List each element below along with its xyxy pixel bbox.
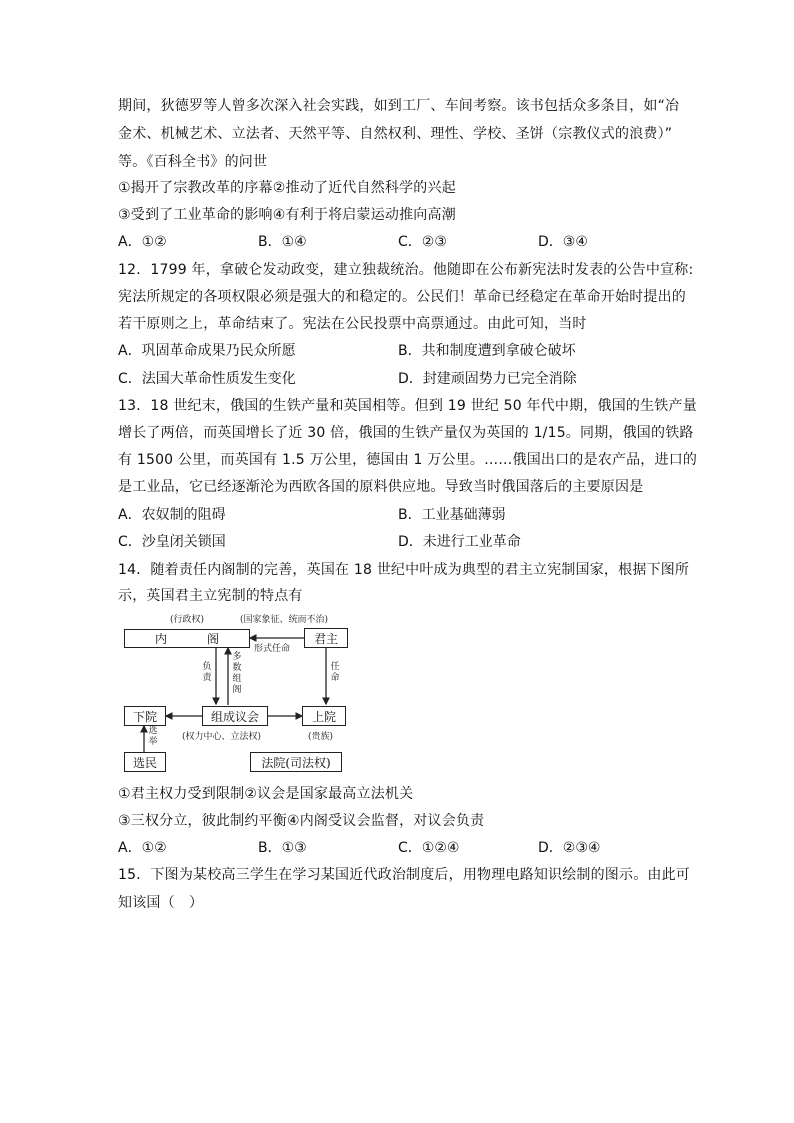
q12-option-d: D．封建顽固势力已完全消除 (398, 371, 577, 387)
text-line: 14．随着责任内阁制的完善，英国在 18 世纪中叶成为典型的君主立宪制国家，根据下图所 (118, 562, 690, 578)
text-line: 示，英国君主立宪制的特点有 (118, 588, 303, 604)
text-line: 等。《百科全书》的问世 (118, 154, 268, 170)
q14-option-a: A．①② (118, 840, 167, 856)
q14-option-d: D．②③④ (538, 840, 601, 856)
voters-box: 选民 (124, 752, 166, 772)
responsible-label: 负责 (202, 662, 212, 683)
text-line: 增长了两倍，而英国增长了近 30 倍，俄国的生铁产量仅为英国的 1/15。同期，俄国的铁路 (118, 425, 694, 441)
cabinet-left-char: 内 (155, 632, 168, 646)
q12-option-c: C．法国大革命性质发生变化 (118, 371, 296, 387)
q11-option-d: D．③④ (538, 234, 588, 250)
cabinet-right-char: 阁 (206, 632, 219, 646)
text-line: 期间，狄德罗等人曾多次深入社会实践，如到工厂、车间考察。该书包括众多条目，如“冶 (118, 98, 680, 114)
text-line: 12．1799 年，拿破仑发动政变，建立独裁统治。他随即在公布新宪法时发表的公告中宣称: (118, 262, 694, 278)
text-line: ③受到了工业革命的影响④有利于将启蒙运动推向高潮 (118, 207, 456, 223)
text-line: 13．18 世纪末，俄国的生铁产量和英国相等。但到 19 世纪 50 年代中期，俄国的生铁产量 (118, 398, 697, 414)
text-line: 有 1500 公里，而英国有 1.5 万公里，德国由 1 万公里。……俄国出口的是农产品，进口的 (118, 452, 698, 468)
appoint-label: 任命 (330, 662, 340, 683)
text-line: ③三权分立，彼此制约平衡④内阁受议会监督，对议会负责 (118, 813, 485, 829)
monarch-box: 君主 (304, 628, 348, 648)
monarch-note: (国家象征、统而不治) (240, 615, 329, 625)
q14-option-b: B．①③ (258, 840, 307, 856)
elect-label: 选举 (148, 726, 158, 747)
parliament-note: (权力中心、立法权) (182, 732, 262, 742)
q11-option-b: B．①④ (258, 234, 307, 250)
q13-option-d: D．未进行工业革命 (398, 534, 521, 550)
lower-house-box: 下院 (124, 706, 166, 726)
q11-option-c: C．②③ (398, 234, 447, 250)
court-box: 法院(司法权) (250, 752, 342, 772)
text-line: 是工业品，它已经逐渐沦为西欧各国的原料供应地。导致当时俄国落后的主要原因是 (118, 479, 644, 495)
q12-option-b: B．共和制度遭到拿破仑破坏 (398, 343, 576, 359)
nobles-label: (贵族) (308, 732, 334, 742)
text-line: ①君主权力受到限制②议会是国家最高立法机关 (118, 786, 414, 802)
constitutional-monarchy-diagram (118, 612, 350, 772)
text-line: ①揭开了宗教改革的序幕②推动了近代自然科学的兴起 (118, 180, 456, 196)
upper-house-box: 上院 (302, 706, 346, 726)
q13-option-a: A．农奴制的阻碍 (118, 507, 226, 523)
text-line: 若干原则之上，革命结束了。宪法在公民投票中高票通过。由此可知，当时 (118, 316, 587, 332)
majority-label: 多数组阁 (232, 652, 242, 695)
q14-option-c: C．①②④ (398, 840, 460, 856)
q13-option-b: B．工业基础薄弱 (398, 507, 506, 523)
exec-power-label: (行政权) (170, 615, 205, 625)
formal-appoint-label: 形式任命 (254, 644, 291, 654)
q13-option-c: C．沙皇闭关锁国 (118, 534, 226, 550)
text-line: 知该国（ ） (118, 895, 204, 911)
text-line: 15．下图为某校高三学生在学习某国近代政治制度后，用物理电路知识绘制的图示。由此可 (118, 867, 691, 883)
parliament-box: 组成议会 (202, 706, 268, 726)
text-line: 金术、机械艺术、立法者、天然平等、自然权利、理性、学校、圣饼（宗教仪式的浪费）” (118, 126, 673, 142)
q12-option-a: A．巩固革命成果乃民众所愿 (118, 343, 296, 359)
text-line: 宪法所规定的各项权限必须是强大的和稳定的。公民们！革命已经稳定在革命开始时提出的 (118, 289, 686, 305)
cabinet-box (124, 629, 250, 648)
q11-option-a: A．①② (118, 234, 167, 250)
